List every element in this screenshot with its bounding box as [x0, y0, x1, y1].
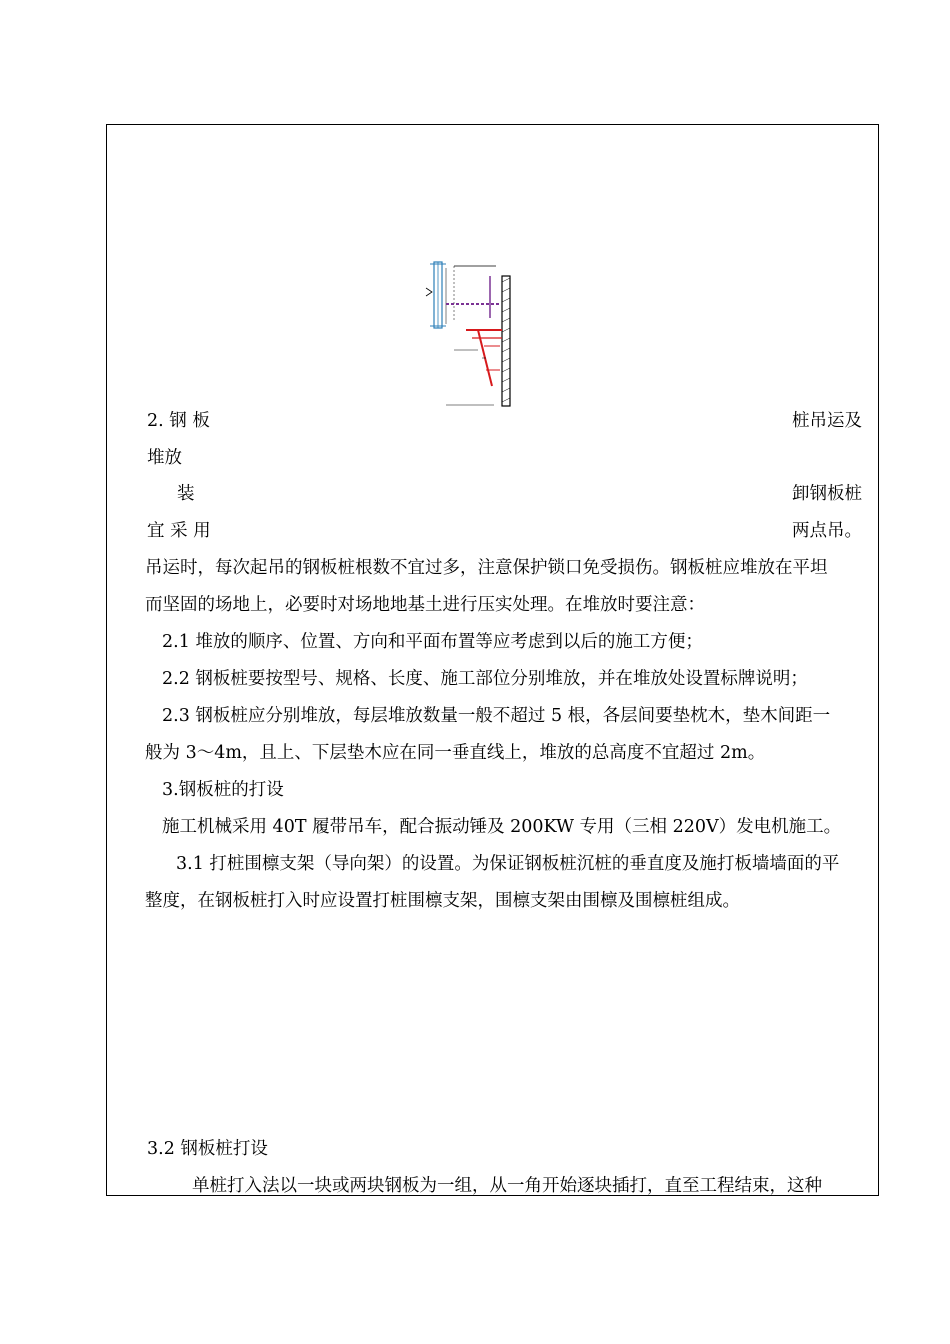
section3-machinery: 施工机械采用 40T 履带吊车，配合振动锤及 200KW 专用（三相 220V）发电机施工。: [162, 817, 842, 837]
section2-line3-right: 两点吊。: [792, 521, 862, 541]
section2-line2-left: 装: [177, 484, 195, 504]
bracket-section-drawing-icon: [424, 258, 520, 410]
section3-heading: 3.钢板桩的打设: [162, 780, 284, 800]
section3-item-3-2: 3.2 钢板桩打设: [147, 1139, 268, 1159]
section2-para1-line2: 而坚固的场地上，必要时对场地地基土进行压实处理。在堆放时要注意：: [145, 595, 705, 615]
section3-item-3-2-para: 单桩打入法以一块或两块钢板为一组，从一角开始逐块插打，直至工程结束，这种: [192, 1176, 822, 1196]
section2-item-2-3-line2: 般为 3～4m，且上、下层垫木应在同一垂直线上，堆放的总高度不宜超过 2m。: [145, 743, 766, 763]
section2-line2-right: 卸钢板桩: [792, 484, 862, 504]
section3-item-3-1-line1: 3.1 打桩围檩支架（导向架）的设置。为保证钢板桩沉桩的垂直度及施打板墙墙面的平: [176, 854, 840, 874]
section2-heading-right: 桩吊运及: [792, 411, 862, 431]
section2-para1-line1: 吊运时，每次起吊的钢板桩根数不宜过多，注意保护锁口免受损伤。钢板桩应堆放在平坦: [145, 558, 828, 578]
section2-heading-cont: 堆放: [147, 448, 182, 468]
section3-item-3-1-line2: 整度，在钢板桩打入时应设置打桩围檩支架，围檩支架由围檩及围檩桩组成。: [145, 891, 740, 911]
section2-heading-left: 2. 钢 板: [147, 411, 210, 431]
section2-line3-left: 宜 采 用: [147, 521, 211, 541]
section2-item-2-1: 2.1 堆放的顺序、位置、方向和平面布置等应考虑到以后的施工方便；: [162, 632, 703, 652]
section2-item-2-2: 2.2 钢板桩要按型号、规格、长度、施工部位分别堆放，并在堆放处设置标牌说明；: [162, 669, 808, 689]
section2-item-2-3-line1: 2.3 钢板桩应分别堆放，每层堆放数量一般不超过 5 根，各层间要垫枕木，垫木间距一: [162, 706, 831, 726]
